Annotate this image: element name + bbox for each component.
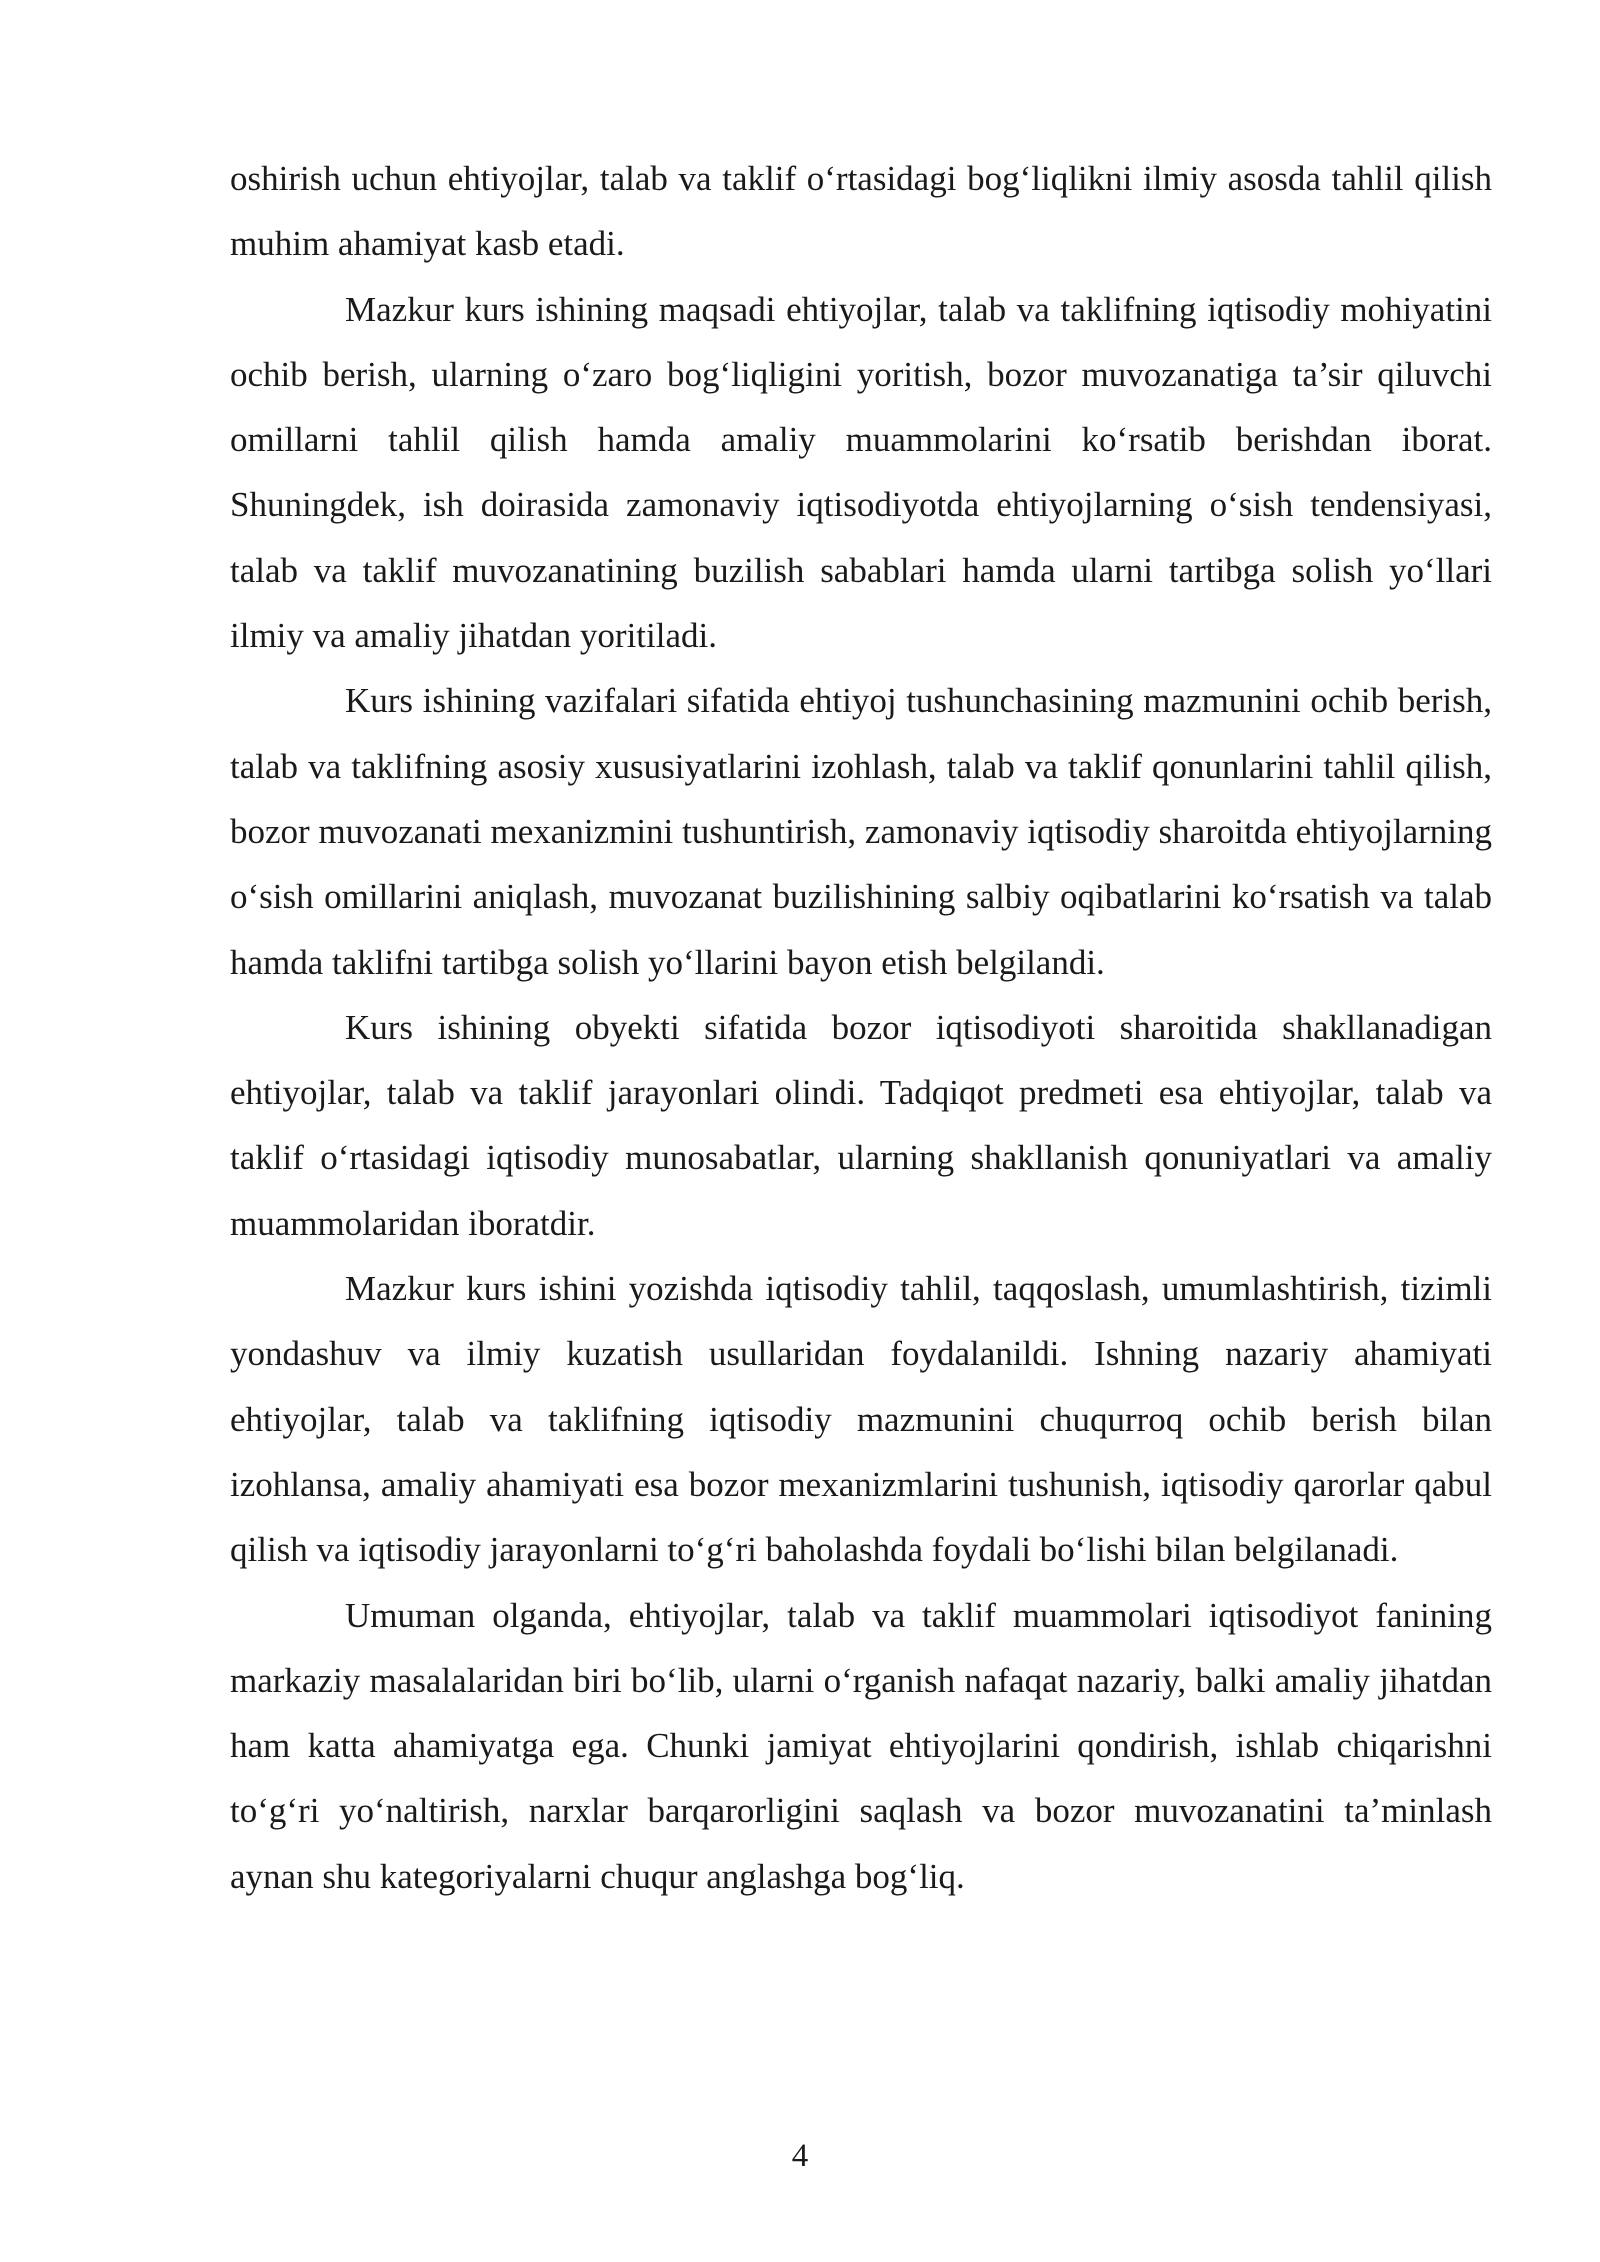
paragraph-conclusion: Umuman olganda, ehtiyojlar, talab va taklif muammolari iqtisodiyot fanining markaziy masalalaridan biri bo‘lib, ularni o‘rganish nafaqat nazariy, balki amaliy jihatdan ham katta ahamiyatga ega. Chunki jamiyat ehtiyojlarini qondirish, ishlab chiqarishni to‘g‘ri yo‘naltirish, narxlar barqarorligini saqlash va bozor muvozanatini ta’minlash aynan shu kategoriyalarni chuqur anglashga bog‘liq. xyxy=(230,1595,1492,1896)
paragraph-methods: Mazkur kurs ishini yozishda iqtisodiy tahlil, taqqoslash, umumlashtirish, tizimli yondashuv va ilmiy kuzatish usullaridan foydalanildi. Ishning nazariy ahamiyati ehtiyojlar, talab va taklifning iqtisodiy mazmunini chuqurroq ochib berish bilan izohlansa, amaliy ahamiyati esa bozor mexanizmlarini tushunish, iqtisodiy qarorlar qabul qilish va iqtisodiy jarayonlarni to‘g‘ri baholashda foydali bo‘lishi bilan belgilanadi. xyxy=(230,1269,1492,1570)
paragraph-continuation: oshirish uchun ehtiyojlar, talab va taklif o‘rtasidagi bog‘liqlikni ilmiy asosda tahlil qilish muhim ahamiyat kasb etadi. xyxy=(230,159,1492,264)
paragraph-object-subject: Kurs ishining obyekti sifatida bozor iqtisodiyoti sharoitida shakllanadigan ehtiyojlar, talab va taklif jarayonlari olindi. Tadqiqot predmeti esa ehtiyojlar, talab va taklif o‘rtasidagi iqtisodiy munosabatlar, ularning shakllanish qonuniyatlari va amaliy muammolaridan iboratdir. xyxy=(230,1007,1492,1243)
document-body xyxy=(230,146,1492,1909)
paragraph-tasks: Kurs ishining vazifalari sifatida ehtiyoj tushunchasining mazmunini ochib berish, talab va taklifning asosiy xususiyatlarini izohlash, talab va taklif qonunlarini tahlil qilish, bozor muvozanati mexanizmini tushuntirish, zamonaviy iqtisodiy sharoitda ehtiyojlarning o‘sish omillarini aniqlash, muvozanat buzilishining salbiy oqibatlarini ko‘rsatish va talab hamda taklifni tartibga solish yo‘llarini bayon etish belgilandi. xyxy=(230,681,1492,982)
paragraph-purpose: Mazkur kurs ishining maqsadi ehtiyojlar, talab va taklifning iqtisodiy mohiyatini ochib berish, ularning o‘zaro bog‘liqligini yoritish, bozor muvozanatiga ta’sir qiluvchi omillarni tahlil qilish hamda amaliy muammolarini ko‘rsatib berishdan iborat. Shuningdek, ish doirasida zamonaviy iqtisodiyotda ehtiyojlarning o‘sish tendensiyasi, talab va taklif muvozanatining buzilish sabablari hamda ularni tartibga solish yo‘llari ilmiy va amaliy jihatdan yoritiladi. xyxy=(230,289,1492,656)
page-number: 4 xyxy=(791,2138,809,2174)
